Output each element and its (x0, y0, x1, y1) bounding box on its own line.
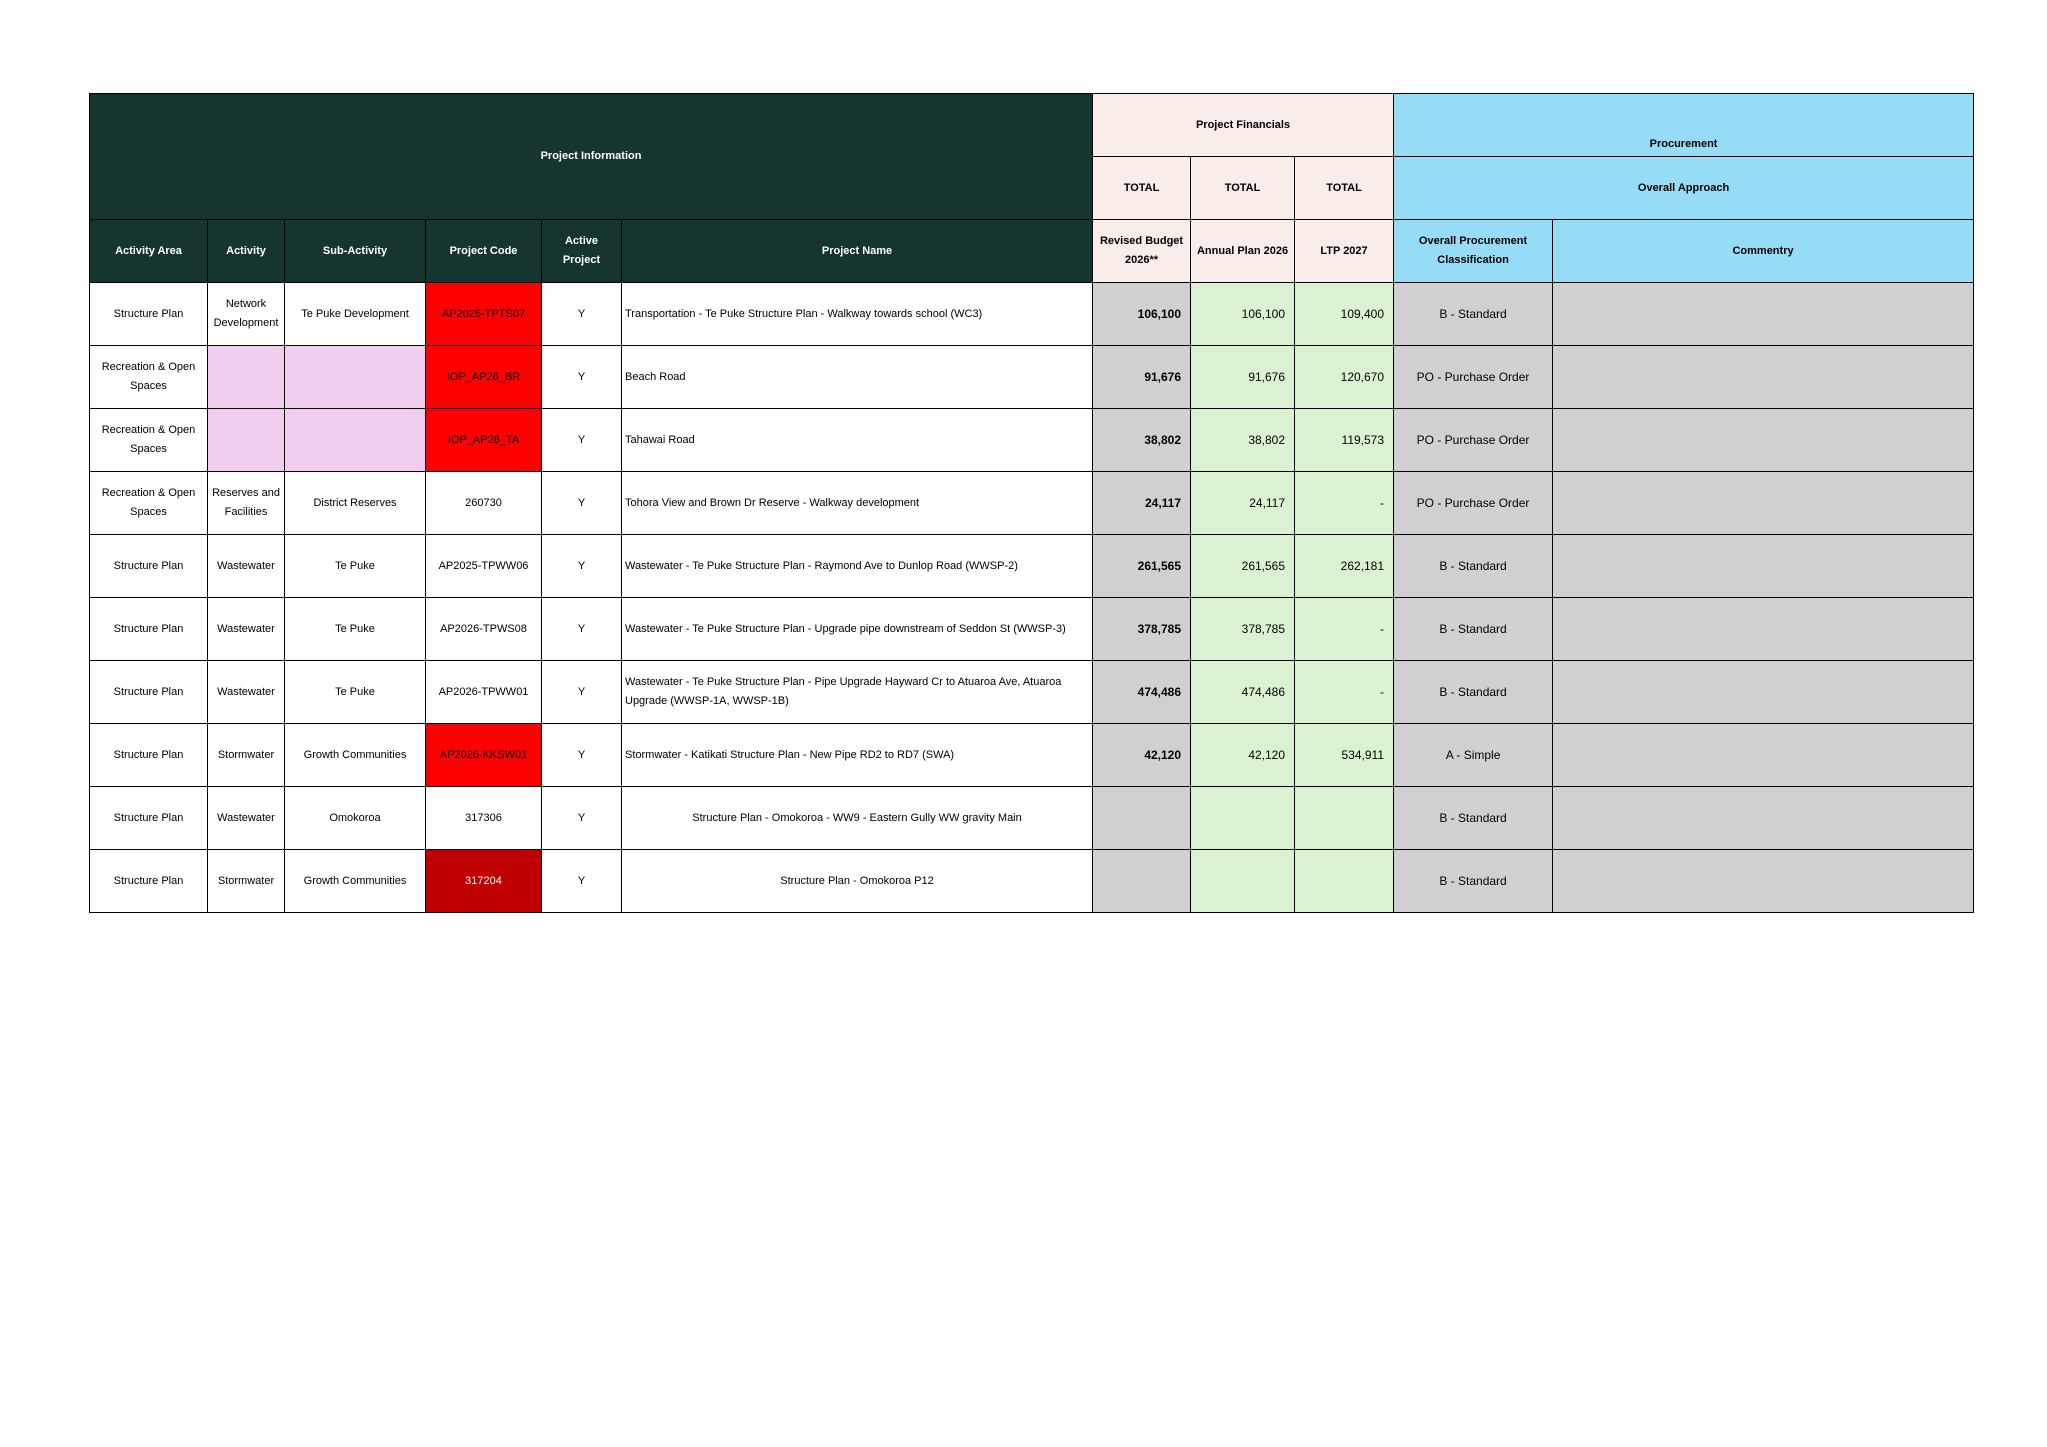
annual-plan-cell[interactable]: 474,486 (1191, 661, 1295, 724)
commentry-cell[interactable] (1553, 283, 1974, 346)
project-code-cell[interactable]: 317204 (426, 850, 542, 913)
procurement-cell[interactable]: B - Standard (1394, 661, 1553, 724)
ltp-cell[interactable]: 262,181 (1295, 535, 1394, 598)
sub-activity-cell[interactable]: District Reserves (285, 472, 426, 535)
activity-area-cell[interactable]: Structure Plan (90, 661, 208, 724)
activity-cell[interactable]: Wastewater (208, 598, 285, 661)
project-name-cell[interactable]: Structure Plan - Omokoroa P12 (622, 850, 1093, 913)
activity-area-cell[interactable]: Structure Plan (90, 724, 208, 787)
project-code-cell[interactable]: AP2026-KKSW01 (426, 724, 542, 787)
ltp-cell[interactable] (1295, 787, 1394, 850)
project-financials-header: Project Financials (1093, 94, 1394, 157)
col-project-name: Project Name (622, 220, 1093, 283)
col-annual-plan: Annual Plan 2026 (1191, 220, 1295, 283)
commentry-cell[interactable] (1553, 787, 1974, 850)
sub-activity-cell[interactable]: Te Puke Development (285, 283, 426, 346)
col-revised-budget: Revised Budget 2026** (1093, 220, 1191, 283)
commentry-cell[interactable] (1553, 598, 1974, 661)
table-row (90, 535, 1974, 598)
activity-area-cell[interactable]: Recreation & Open Spaces (90, 472, 208, 535)
active-cell[interactable]: Y (542, 661, 622, 724)
active-cell[interactable]: Y (542, 598, 622, 661)
active-cell[interactable]: Y (542, 346, 622, 409)
col-commentry: Commentry (1553, 220, 1974, 283)
procurement-cell[interactable]: B - Standard (1394, 850, 1553, 913)
project-code-cell[interactable]: AP2026-TPTS07 (426, 283, 542, 346)
annual-plan-cell[interactable]: 42,120 (1191, 724, 1295, 787)
annual-plan-cell[interactable] (1191, 787, 1295, 850)
ltp-cell[interactable] (1295, 850, 1394, 913)
activity-area-cell[interactable]: Recreation & Open Spaces (90, 346, 208, 409)
active-cell[interactable]: Y (542, 535, 622, 598)
ltp-cell[interactable]: 534,911 (1295, 724, 1394, 787)
activity-cell[interactable]: Network Development (208, 283, 285, 346)
table-row (90, 472, 1974, 535)
procurement-cell[interactable]: B - Standard (1394, 598, 1553, 661)
sub-activity-cell[interactable]: Growth Communities (285, 850, 426, 913)
table-row (90, 283, 1974, 346)
col-project-code: Project Code (426, 220, 542, 283)
table-row (90, 598, 1974, 661)
revised-budget-cell[interactable]: 106,100 (1093, 283, 1191, 346)
col-ltp: LTP 2027 (1295, 220, 1394, 283)
annual-plan-cell[interactable] (1191, 850, 1295, 913)
procurement-cell[interactable]: B - Standard (1394, 535, 1553, 598)
commentry-cell[interactable] (1553, 661, 1974, 724)
project-name-cell[interactable]: Beach Road (622, 346, 1093, 409)
active-cell[interactable]: Y (542, 850, 622, 913)
sub-activity-cell[interactable]: Growth Communities (285, 724, 426, 787)
project-table (89, 93, 1974, 913)
revised-budget-cell[interactable]: 24,117 (1093, 472, 1191, 535)
sub-activity-cell[interactable] (285, 409, 426, 472)
sub-activity-cell[interactable] (285, 346, 426, 409)
commentry-cell[interactable] (1553, 535, 1974, 598)
procurement-cell[interactable]: B - Standard (1394, 283, 1553, 346)
ltp-cell[interactable]: 119,573 (1295, 409, 1394, 472)
overall-approach-header: Overall Approach (1394, 157, 1974, 220)
commentry-cell[interactable] (1553, 850, 1974, 913)
activity-area-cell[interactable]: Structure Plan (90, 283, 208, 346)
ltp-cell[interactable]: 109,400 (1295, 283, 1394, 346)
annual-plan-cell[interactable]: 261,565 (1191, 535, 1295, 598)
sub-activity-cell[interactable]: Te Puke (285, 598, 426, 661)
annual-plan-cell[interactable]: 91,676 (1191, 346, 1295, 409)
col-sub-activity: Sub-Activity (285, 220, 426, 283)
project-name-cell[interactable]: Tahawai Road (622, 409, 1093, 472)
activity-cell[interactable] (208, 346, 285, 409)
activity-cell[interactable]: Wastewater (208, 787, 285, 850)
activity-cell[interactable]: Stormwater (208, 724, 285, 787)
commentry-cell[interactable] (1553, 409, 1974, 472)
procurement-cell[interactable]: PO - Purchase Order (1394, 409, 1553, 472)
revised-budget-cell[interactable]: 261,565 (1093, 535, 1191, 598)
project-code-cell[interactable]: IOP_AP26_TA (426, 409, 542, 472)
ltp-cell[interactable]: - (1295, 661, 1394, 724)
project-code-cell[interactable]: IOP_AP26_BR (426, 346, 542, 409)
activity-area-cell[interactable]: Structure Plan (90, 850, 208, 913)
annual-plan-cell[interactable]: 106,100 (1191, 283, 1295, 346)
activity-area-cell[interactable]: Structure Plan (90, 598, 208, 661)
procurement-cell[interactable]: B - Standard (1394, 787, 1553, 850)
project-code-cell[interactable]: 317306 (426, 787, 542, 850)
table-row (90, 850, 1974, 913)
project-code-cell[interactable]: AP2026-TPWW01 (426, 661, 542, 724)
procurement-cell[interactable]: PO - Purchase Order (1394, 472, 1553, 535)
total-header-1: TOTAL (1093, 157, 1191, 220)
table-row (90, 346, 1974, 409)
project-name-cell[interactable]: Wastewater - Te Puke Structure Plan - Raymond Ave to Dunlop Road (WWSP-2) (622, 535, 1093, 598)
total-header-3: TOTAL (1295, 157, 1394, 220)
total-header-2: TOTAL (1191, 157, 1295, 220)
activity-cell[interactable]: Wastewater (208, 661, 285, 724)
active-cell[interactable]: Y (542, 409, 622, 472)
annual-plan-cell[interactable]: 24,117 (1191, 472, 1295, 535)
commentry-cell[interactable] (1553, 346, 1974, 409)
ltp-cell[interactable]: - (1295, 598, 1394, 661)
activity-cell[interactable]: Wastewater (208, 535, 285, 598)
revised-budget-cell[interactable]: 91,676 (1093, 346, 1191, 409)
project-code-cell[interactable]: 260730 (426, 472, 542, 535)
table-row (90, 409, 1974, 472)
sub-activity-cell[interactable]: Te Puke (285, 535, 426, 598)
sub-activity-cell[interactable]: Te Puke (285, 661, 426, 724)
col-activity: Activity (208, 220, 285, 283)
project-name-cell[interactable]: Transportation - Te Puke Structure Plan - Walkway towards school (WC3) (622, 283, 1093, 346)
table-row (90, 724, 1974, 787)
activity-cell[interactable]: Reserves and Facilities (208, 472, 285, 535)
project-information-header: Project Information (90, 94, 1093, 220)
sub-activity-cell[interactable]: Omokoroa (285, 787, 426, 850)
revised-budget-cell[interactable]: 378,785 (1093, 598, 1191, 661)
col-activity-area: Activity Area (90, 220, 208, 283)
annual-plan-cell[interactable]: 38,802 (1191, 409, 1295, 472)
revised-budget-cell[interactable]: 474,486 (1093, 661, 1191, 724)
revised-budget-cell[interactable]: 42,120 (1093, 724, 1191, 787)
activity-area-cell[interactable]: Structure Plan (90, 535, 208, 598)
table-row (90, 787, 1974, 850)
commentry-cell[interactable] (1553, 724, 1974, 787)
revised-budget-cell[interactable]: 38,802 (1093, 409, 1191, 472)
activity-cell[interactable] (208, 409, 285, 472)
revised-budget-cell[interactable] (1093, 850, 1191, 913)
project-name-cell[interactable]: Stormwater - Katikati Structure Plan - New Pipe RD2 to RD7 (SWA) (622, 724, 1093, 787)
revised-budget-cell[interactable] (1093, 787, 1191, 850)
ltp-cell[interactable]: 120,670 (1295, 346, 1394, 409)
active-cell[interactable]: Y (542, 472, 622, 535)
activity-cell[interactable]: Stormwater (208, 850, 285, 913)
project-name-cell[interactable]: Wastewater - Te Puke Structure Plan - Upgrade pipe downstream of Seddon St (WWSP-3) (622, 598, 1093, 661)
project-name-cell[interactable]: Wastewater - Te Puke Structure Plan - Pipe Upgrade Hayward Cr to Atuaroa Ave, Atuaroa Upgrade (WWSP-1A, WWSP-1B) (622, 661, 1093, 724)
active-cell[interactable]: Y (542, 787, 622, 850)
procurement-cell[interactable]: A - Simple (1394, 724, 1553, 787)
project-code-cell[interactable]: AP2025-TPWW06 (426, 535, 542, 598)
activity-area-cell[interactable]: Recreation & Open Spaces (90, 409, 208, 472)
table-row (90, 661, 1974, 724)
ltp-cell[interactable]: - (1295, 472, 1394, 535)
active-cell[interactable]: Y (542, 724, 622, 787)
project-code-cell[interactable]: AP2026-TPWS08 (426, 598, 542, 661)
project-name-cell[interactable]: Tohora View and Brown Dr Reserve - Walkway development (622, 472, 1093, 535)
commentry-cell[interactable] (1553, 472, 1974, 535)
procurement-cell[interactable]: PO - Purchase Order (1394, 346, 1553, 409)
project-name-cell[interactable]: Structure Plan - Omokoroa - WW9 - Eastern Gully WW gravity Main (622, 787, 1093, 850)
col-active-project: Active Project (542, 220, 622, 283)
col-overall-procurement: Overall Procurement Classification (1394, 220, 1553, 283)
active-cell[interactable]: Y (542, 283, 622, 346)
procurement-header: Procurement (1394, 94, 1974, 157)
annual-plan-cell[interactable]: 378,785 (1191, 598, 1295, 661)
activity-area-cell[interactable]: Structure Plan (90, 787, 208, 850)
